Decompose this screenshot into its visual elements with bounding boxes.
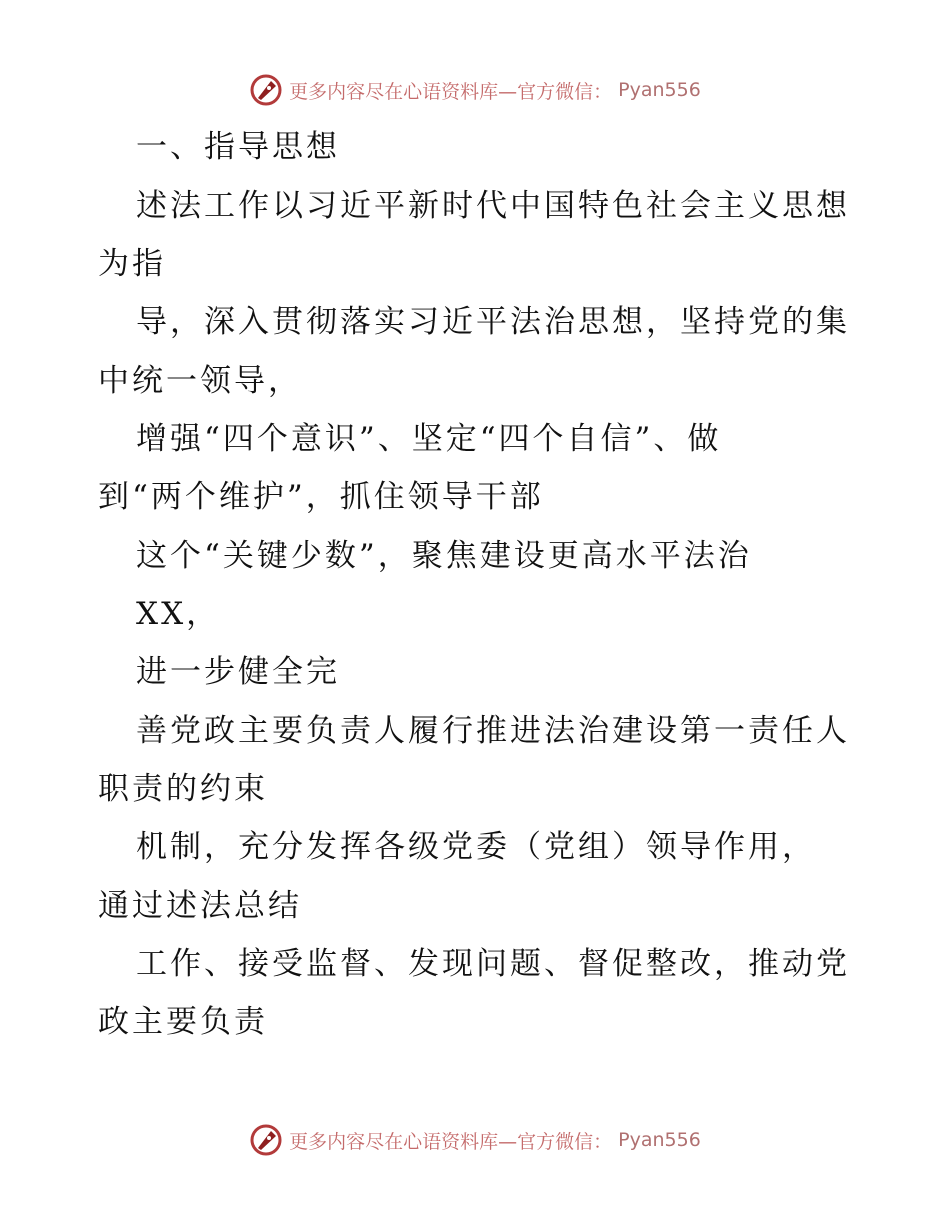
paragraph-line: 述法工作以习近平新时代中国特色社会主义思想 bbox=[136, 188, 850, 224]
section-heading: 一、指导思想 bbox=[136, 129, 340, 165]
header-banner bbox=[0, 70, 950, 110]
footer-text: 更多内容尽在心语资料库—官方微信： bbox=[289, 1130, 613, 1153]
paragraph-line: XX， bbox=[136, 596, 221, 632]
paragraph-line: 这个“关键少数”，聚焦建设更高水平法治 bbox=[136, 538, 752, 574]
footer-wechat-id: Pyan556 bbox=[618, 1129, 701, 1151]
paragraph-line: 进一步健全完 bbox=[136, 654, 340, 690]
pen-nib-circle-icon bbox=[249, 1123, 283, 1157]
paragraph-line: 政主要负责 bbox=[98, 1004, 268, 1040]
paragraph-line: 为指 bbox=[98, 246, 166, 282]
paragraph-line: 中统一领导， bbox=[98, 363, 302, 399]
paragraph-line: 工作、接受监督、发现问题、督促整改，推动党 bbox=[136, 946, 850, 982]
paragraph-line: 职责的约束 bbox=[98, 771, 268, 807]
paragraph-line: 到“两个维护”，抓住领导干部 bbox=[98, 479, 544, 515]
paragraph-line: 导，深入贯彻落实习近平法治思想，坚持党的集 bbox=[136, 304, 850, 340]
paragraph-line: 增强“四个意识”、坚定“四个自信”、做 bbox=[136, 421, 722, 457]
paragraph-line: 通过述法总结 bbox=[98, 888, 302, 924]
header-wechat-id: Pyan556 bbox=[618, 79, 701, 101]
header-text: 更多内容尽在心语资料库—官方微信： bbox=[289, 80, 613, 103]
footer-banner bbox=[0, 1120, 950, 1160]
paragraph-line: 机制，充分发挥各级党委（党组）领导作用， bbox=[136, 829, 816, 865]
paragraph-line: 善党政主要负责人履行推进法治建设第一责任人 bbox=[136, 713, 850, 749]
pen-nib-circle-icon bbox=[249, 73, 283, 107]
